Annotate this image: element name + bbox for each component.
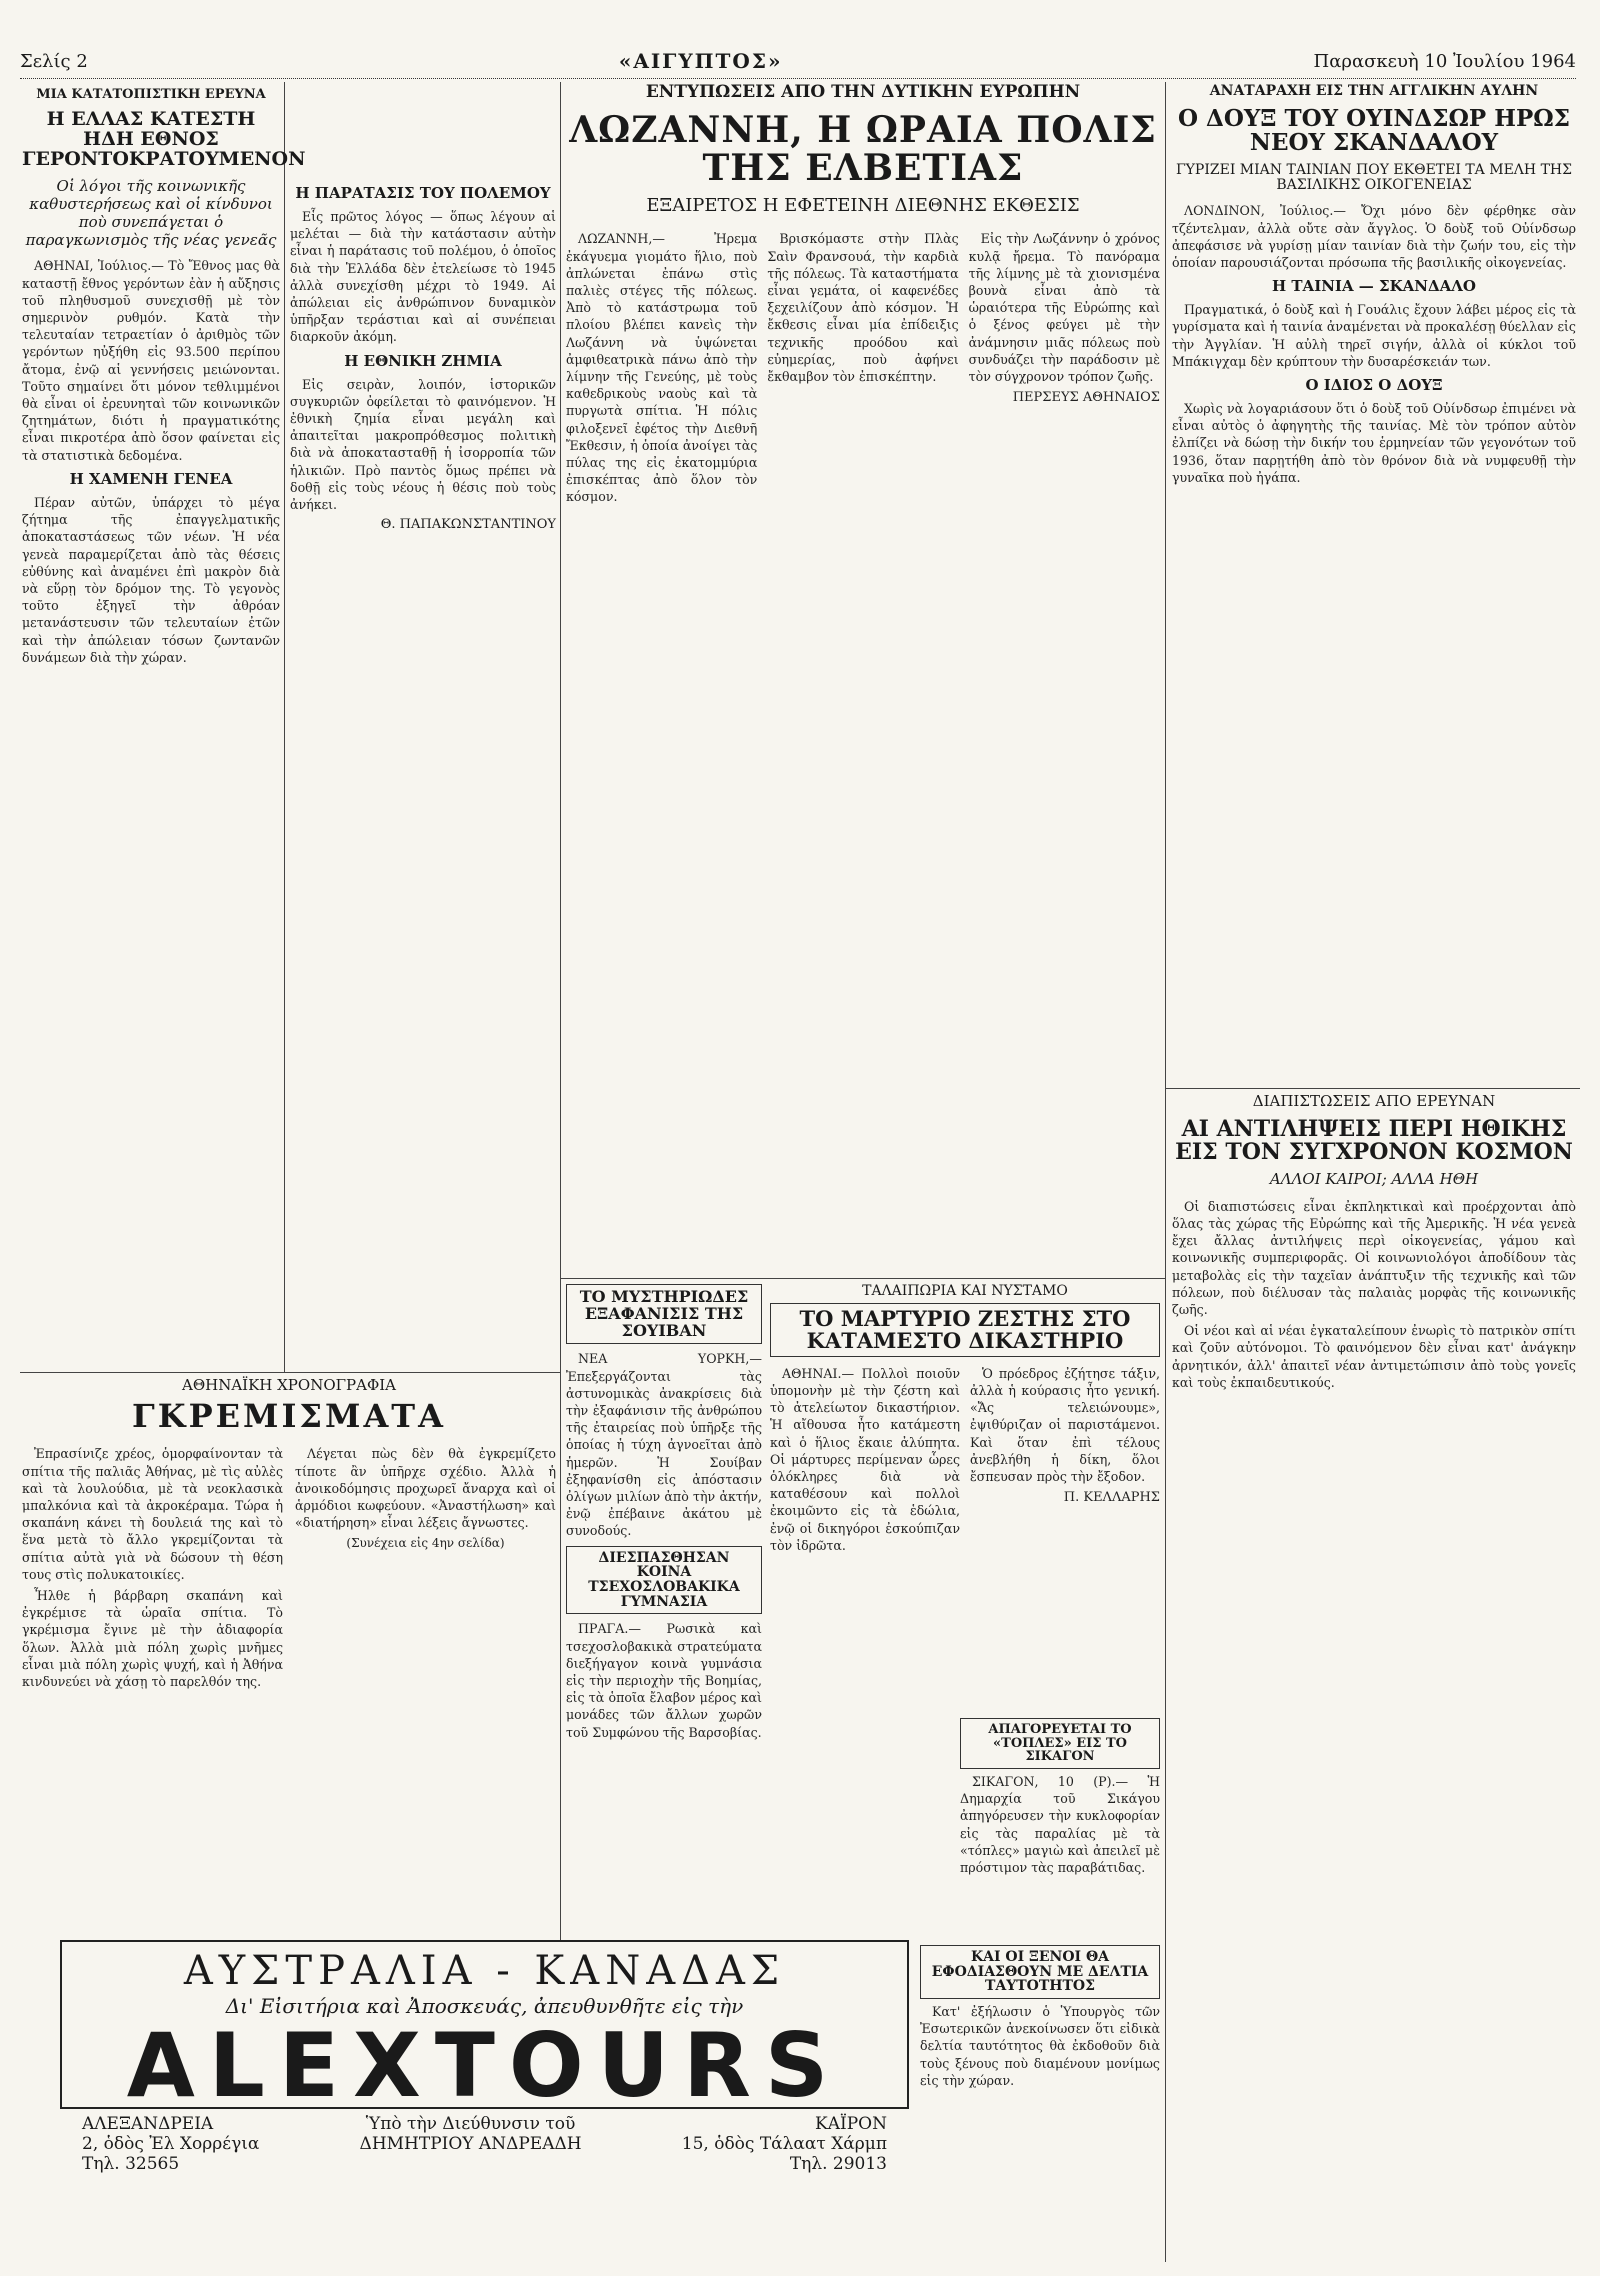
article-columns (22, 1445, 556, 1694)
column-rule (284, 82, 285, 1372)
article-body: ΣΙΚΑΓΟΝ, 10 (Ρ).— Ἡ Δημαρχία τοῦ Σικάγου ἀπηγόρευσεν τὴν κυκλοφορίαν εἰς τὰς παραλίας μὲ τὰ «τόπλες» μαγιὼ καὶ ἀπειλεῖ μὲ πρόστιμον τὰς παραβάτιδας. (960, 1773, 1160, 1875)
article-body: Χωρὶς νὰ λογαριάσουν ὅτι ὁ δοὺξ τοῦ Οὐίνδσωρ ἐπιμένει νὰ εἶναι αὐτὸς ὁ ἀφηγητὴς τῆς ταινίας. Μὲ τὸν τρόπον αὐτὸν ἐλπίζει νὰ δώσῃ τὴν δικήν του ἑρμηνείαν τῶν γεγονότων τοῦ 1936, ὅταν παρῃτήθη ἀπὸ τὸν θρόνον διὰ νὰ νυμφευθῇ τὴν γυναῖκα ποὺ ἠγάπα. (1172, 400, 1576, 485)
article-headline: ΛΩΖΑΝΝΗ, Η ΩΡΑΙΑ ΠΟΛΙΣ ΤΗΣ ΕΛΒΕΤΙΑΣ (569, 108, 1157, 189)
article-body: Εἰς τὴν Λωζάννην ὁ χρόνος κυλᾷ ἤρεμα. Τὸ πανόραμα τῆς λίμνης μὲ τὰ χιονισμένα βουνὰ εἶναι ἀπὸ τὰ ὡραιότερα τῆς Εὐρώπης καὶ ὁ ξένος φεύγει μὲ τὴν ἀνάμνησιν μιᾶς πόλεως ποὺ συνδυάζει τὴν παράδοσιν μὲ τὸν σύγχρονον τρόπον ζωῆς. ΠΕΡΣΕΥΣ ΑΘΗΝΑΙΟΣ (968, 231, 1160, 406)
article-body: ΠΡΑΓΑ.— Ρωσικὰ καὶ τσεχοσλοβακικὰ στρατεύματα διεξήγαγον κοινὰ γυμνάσια εἰς τὴν περιοχὴν τῆς Βοημίας, εἰς τὰ ὁποῖα ἔλαβον μέρος καὶ μονάδες τῶν ἄλλων χωρῶν τοῦ Συμφώνου τῆς Βαρσοβίας. (566, 1621, 762, 1740)
ad-brand: ALEXTOURS (126, 2014, 843, 2117)
article-kicker: ΤΑΛΑΙΠΩΡΙΑ ΚΑΙ ΝΥΣΤΑΜΟ (862, 1283, 1068, 1299)
article-deck: Οἱ λόγοι τῆς κοινωνικῆς καθυστερήσεως καὶ οἱ κίνδυνοι ποὺ συνεπάγεται ὁ παραγκωνισμὸς τῆς νέας γενεᾶς (25, 177, 277, 250)
article-body: Ὁ πρόεδρος ἐζήτησε τάξιν, ἀλλὰ ἡ κούρασις ἦτο γενική. «Ἄς τελειώνουμε», ἐψιθύριζαν οἱ παριστάμενοι. Καὶ ὅταν ἐπὶ τέλους ἀνεβλήθη ἡ δίκη, ὅλοι ἔσπευσαν πρὸς τὴν ἔξοδον. Π. ΚΕΛΛΑΡΗΣ (970, 1365, 1160, 1506)
article-subhead: Η ΧΑΜΕΝΗ ΓΕΝΕΑ (69, 469, 233, 488)
continued-note: (Συνέχεια εἰς 4ην σελίδα) (346, 1536, 505, 1551)
article-suivan (566, 1284, 762, 1934)
column-rule (560, 82, 561, 1942)
article-headline: ΚΑΙ ΟΙ ΞΕΝΟΙ ΘΑ ΕΦΟΔΙΑΣΘΟΥΝ ΜΕ ΔΕΛΤΙΑ ΤΑΥΤΟΤΗΤΟΣ (920, 1945, 1160, 1999)
article-subhead: ΔΙΕΣΠΑΣΘΗΣΑΝ ΚΟΙΝΑ ΤΣΕΧΟΣΛΟΒΑΚΙΚΑ ΓΥΜΝΑΣΙΑ (566, 1546, 762, 1615)
article-body: Ἐπρασίνιζε χρέος, ὁμορφαίνονταν τὰ σπίτια τῆς παλιᾶς Ἀθήνας, μὲ τὶς αὐλὲς καὶ τὰ λουλούδια, μὲ τὰ νεοκλασικὰ μπαλκόνια καὶ τὰ ἀκροκέραμα. Τώρα ἡ σκαπάνη κάνει τὴ δουλειά της καὶ τὸ ἕνα μετὰ τὸ ἄλλο γκρεμίζονται τὰ σπίτια αὐτὰ γιὰ νὰ δώσουν τὴ θέση τους στὶς πολυκατοικίες. Ἦλθε ἡ βάρβαρη σκαπάνη καὶ ἐγκρέμισε τὰ ὡραῖα σπίτια. Τὸ γκρέμισμα ἔγινε μὲ τὴν ἀδιαφορία ὅλων. Ἀλλὰ μιὰ πόλη χωρὶς μνῆμες εἶναι μιὰ πόλη χωρὶς ψυχή, καὶ ἡ Ἀθήνα κινδυνεύει νὰ χάσῃ τὸ παρελθόν της. (22, 1446, 283, 1689)
article-body: ΛΟΝΔΙΝΟΝ, Ἰούλιος.— Ὄχι μόνο δὲν φέρθηκε σὰν τζέντελμαν, ἀλλὰ οὔτε σὰν ἄγγλος. Ὁ δοὺξ τοῦ Οὐίνδσωρ ἀπεφάσισε νὰ γυρίσῃ μίαν ταινίαν διὰ τὴν ζωήν του, εἰς τὴν ὁποίαν παρουσιάζονται πρόσωπα τῆς βασιλικῆς οἰκογενείας. (1172, 203, 1576, 270)
article-windsor (1172, 84, 1576, 1084)
article-body: ΑΘΗΝΑΙ.— Πολλοὶ ποιοῦν ὑπομονὴν μὲ τὴν ζέστη καὶ τὸ ἀτελείωτον δικαστήριον. Ἡ αἴθουσα ἦτο κατάμεστη καὶ ὁ ἥλιος ἔκαιε ἀλύπητα. Οἱ μάρτυρες περίμεναν ὧρες ὁλόκληρες διὰ νὰ καταθέσουν καὶ πολλοὶ ἐκοιμῶντο εἰς τὰ ἑδώλια, ἐνῷ οἱ δικηγόροι ἐσκούπιζαν τὸν ἱδρῶτα. (770, 1365, 960, 1553)
article-foreigners (920, 1945, 1160, 2245)
page-number: Σελίς 2 (20, 50, 88, 72)
article-demographics-cont (290, 84, 556, 1369)
ad-cairo-address: ΚΑΪΡΟΝ 15, ὁδὸς Τάλαατ Χάρμπ Τηλ. 29013 (681, 2114, 887, 2174)
column-rule (1165, 82, 1166, 2262)
article-body: Κατ' ἐξήλωσιν ὁ Ὑπουργὸς τῶν Ἐσωτερικῶν ἀνεκοίνωσεν ὅτι εἰδικὰ δελτία ταυτότητος θὰ ἐκδοθοῦν διὰ τοὺς ξένους ποὺ διαμένουν μονίμως εἰς τὴν χώραν. (920, 2004, 1160, 2088)
article-headline: Η ΕΛΛΑΣ ΚΑΤΕΣΤΗ ΗΔΗ ΕΘΝΟΣ ΓΕΡΟΝΤΟΚΡΑΤΟΥΜΕΝΟΝ (22, 107, 306, 170)
section-rule (560, 1278, 1165, 1279)
article-kicker: ΑΝΑΤΑΡΑΧΗ ΕΙΣ ΤΗΝ ΑΓΓΛΙΚΗΝ ΑΥΛΗΝ (1209, 83, 1539, 99)
newspaper-title: «ΑΙΓΥΠΤΟΣ» (618, 49, 783, 73)
article-lausanne (566, 84, 1160, 1274)
article-signature: ΠΕΡΣΕΥΣ ΑΘΗΝΑΙΟΣ (1012, 390, 1160, 406)
article-chronicle (22, 1378, 556, 1933)
article-body: Πέραν αὐτῶν, ὑπάρχει τὸ μέγα ζήτημα τῆς ἐπαγγελματικῆς ἀποκαταστάσεως τῶν νέων. Ἡ νέα γενεὰ παραμερίζεται ἀπὸ τὰς θέσεις εὐθύνης καὶ ἀναμένει ἐπὶ μακρὸν διὰ νὰ εὕρῃ τὸν δρόμον της. Τὸ γεγονὸς τοῦτο ἐξηγεῖ τὴν ἀθρόαν μετανάστευσιν τῶν τελευταίων ἐτῶν καὶ τὴν ἀπώλειαν τόσων ζωντανῶν δυνάμεων διὰ τὴν χώραν. (22, 494, 280, 665)
article-signature: Θ. ΠΑΠΑΚΩΝΣΤΑΝΤΙΝΟΥ (380, 517, 556, 533)
issue-date: Παρασκευὴ 10 Ἰουλίου 1964 (1313, 50, 1576, 72)
alextours-advertisement (60, 1940, 909, 2174)
article-deck: ΓΥΡΙΖΕΙ ΜΙΑΝ ΤΑΙΝΙΑΝ ΠΟΥ ΕΚΘΕΤΕΙ ΤΑ ΜΕΛΗ ΤΗΣ ΒΑΣΙΛΙΚΗΣ ΟΙΚΟΓΕΝΕΙΑΣ (1175, 161, 1573, 193)
ad-addresses (62, 2114, 907, 2174)
article-columns (566, 230, 1160, 509)
article-kicker: ΔΙΑΠΙΣΤΩΣΕΙΣ ΑΠΟ ΕΡΕΥΝΑΝ (1252, 1092, 1496, 1110)
article-body: ΝΕΑ ΥΟΡΚΗ,— Ἐπεξεργάζονται τὰς ἀστυνομικὰς ἀνακρίσεις διὰ τὴν ἐξαφάνισιν τῆς ἀνθρώπου τῆς ἐταιρείας ποὺ ὑπῆρξε τῆς ὁποίας ἡ τύχη ἀγνοεῖται ἀπὸ ἡμερῶν. Ἡ Σουίβαν ἐξηφανίσθη εἰς ἀπόστασιν ὀλίγων μιλίων ἀπὸ τὴν ἀκτήν, ἐνῷ ἐπέβαινε ἀκάτου μὲ συνοδούς. (566, 1351, 762, 1539)
article-body: ΛΩΖΑΝΝΗ,— Ἠρεμα ἐκάγυεμα γιομάτο ἥλιο, ποὺ ἀπλώνεται ἐπάνω στὶς παλιὲς στέγες τῆς πόλεως. Ἀπὸ τὸ κατάστρωμα τοῦ πλοίου βλέπει κανεὶς τὴν Λωζάννη νὰ ὑψώνεται ἀμφιθεατρικὰ πάνω ἀπὸ τὴν λίμνην τῆς Γενεύης, μὲ τοὺς καθεδρικοὺς ναοὺς καὶ τὰ πυργωτὰ σπίτια. Ἡ πόλις φιλοξενεῖ ἐφέτος τὴν Διεθνῆ Ἔκθεσιν, ἡ ὁποία ἀνοίγει τὰς πύλας της εἰς ἑκατομμύρια ἐπισκέπτας ἀπὸ ὅλον τὸν κόσμον. (566, 231, 758, 505)
article-subhead: Ο ΙΔΙΟΣ Ο ΔΟΥΞ (1305, 375, 1443, 394)
article-body: Λέγεται πὼς δὲν θὰ ἐγκρεμίζετο τίποτε ἂν ὑπῆρχε σχέδιο. Ἀλλὰ ἡ ἀνοικοδόμησις προχωρεῖ ἄναρχα καὶ οἱ ἁρμόδιοι κωφεύουν. «Ἀναστήλωση» καὶ «διατήρηση» εἶναι λέξεις ἄγνωστες. (Συνέχεια εἰς 4ην σελίδα) (295, 1445, 556, 1694)
article-chicago (960, 1718, 1160, 1938)
ad-alexandria-address: ΑΛΕΞΑΝΔΡΕΙΑ 2, ὁδὸς Ἐλ Χορρέγια Τηλ. 32565 (82, 2114, 260, 2174)
article-body: Εἷς πρῶτος λόγος — ὅπως λέγουν αἱ μελέται — διὰ τὴν κατάστασιν αὐτὴν εἶναι ἡ παράτασις τοῦ πολέμου, ὁ ὁποῖος διὰ τὴν Ἑλλάδα δὲν ἐτελείωσε τὸ 1945 ἀλλὰ συνεχίσθη μέχρι τὸ 1949. Αἱ ἀπώλειαι εἰς ἀνθρώπινον δυναμικὸν ὑπῆρξαν τεράστιαι καὶ αἱ συνέπειαι διαρκοῦν ἀκόμη. (290, 209, 556, 345)
article-body: Βρισκόμαστε στὴν Πλὰς Σαὶν Φρανσουά, τὴν καρδιὰ τῆς πόλεως. Τὰ καταστήματα εἶναι γεμάτα, οἱ καφενέδες ξεχειλίζουν ἀπὸ κόσμον. Ἡ ἔκθεσις εἶναι μία ἐπίδειξις τεχνικῆς προόδου καὶ εὐημερίας, ποὺ ἀφήνει ἔκθαμβον τὸν ἐπισκέπτην. (767, 231, 959, 384)
article-body: Πραγματικά, ὁ δοὺξ καὶ ἡ Γουάλις ἔχουν λάβει μέρος εἰς τὰ γυρίσματα καὶ ἡ ταινία ἀναμένεται νὰ προκαλέσῃ θύελλαν εἰς τὴν Ἀγγλίαν. Ἡ αὐλὴ τηρεῖ σιγήν, ἀλλὰ οἱ κύκλοι τοῦ Μπάκιγχαμ δὲν κρύπτουν τὴν δυσαρέσκειάν των. (1172, 302, 1576, 369)
article-courtroom-heat (770, 1284, 1160, 1714)
article-ethics (1172, 1094, 1576, 2254)
article-body: ΑΘΗΝΑΙ, Ἰούλιος.— Τὸ Ἔθνος μας θὰ καταστῇ ἔθνος γερόντων ἐὰν ἡ αὔξησις τοῦ πληθυσμοῦ συνεχισθῇ μὲ τὸν σημερινὸν ρυθμόν. Κατὰ τὴν τελευταίαν τετραετίαν ὁ ἀριθμὸς τῶν γερόντων ηὐξήθη εἰς 93.500 περίπου ἄτομα, ἐνῷ αἱ γεννήσεις μειώνονται. Τοῦτο σημαίνει ὅτι μόνον τεθλιμμένοι θὰ εἶναι οἱ ἐρευνηταὶ τῶν κοινωνικῶν ζητημάτων, διότι ἡ πραγματικότης εἶναι πικροτέρα ἀπὸ ὅσον φαίνεται εἰς τὰ στατιστικὰ δεδομένα. (22, 258, 280, 463)
article-headline: ΑΙ ΑΝΤΙΛΗΨΕΙΣ ΠΕΡΙ ΗΘΙΚΗΣ ΕΙΣ ΤΟΝ ΣΥΓΧΡΟΝΟΝ ΚΟΣΜΟΝ (1175, 1115, 1573, 1165)
article-headline: ΑΠΑΓΟΡΕΥΕΤΑΙ ΤΟ «ΤΟΠΛΕΣ» ΕΙΣ ΤΟ ΣΙΚΑΓΟΝ (960, 1718, 1160, 1769)
article-body: Οἱ διαπιστώσεις εἶναι ἐκπληκτικαὶ καὶ προέρχονται ἀπὸ ὅλας τὰς χώρας τῆς Εὐρώπης καὶ τῆς Ἀμερικῆς. Ἡ νέα γενεὰ ἔχει ἄλλας ἀντιλήψεις περὶ οἰκογενείας, γάμου καὶ κοινωνικῆς συμπεριφορᾶς. Οἱ κοινωνιολόγοι ἀποδίδουν τὰς μεταβολὰς εἰς τὴν ταχεῖαν ἀνάπτυξιν τῆς τεχνικῆς καὶ τῶν πόλεων, ποὺ διέλυσαν τὰς παλαιὰς μορφὰς τῆς κοινωνικῆς ζωῆς. Οἱ νέοι καὶ αἱ νέαι ἐγκαταλείπουν ἐνωρὶς τὸ πατρικὸν σπίτι καὶ ζοῦν αὐτόνομοι. Τὸ φαινόμενον δὲν εἶναι κατ' ἀνάγκην ἀρνητικόν, ἀλλ' ἀπαιτεῖ νέαν ἀντιμετώπισιν ἀπὸ τοὺς γονεῖς καὶ τοὺς ἐκπαιδευτικούς. (1172, 1198, 1576, 1390)
section-rule (20, 1372, 560, 1373)
ad-destinations: ΑΥΣΤΡΑΛΙΑ - ΚΑΝΑΔΑΣ (183, 1948, 786, 1994)
article-demographics (22, 84, 306, 1369)
article-signature: Π. ΚΕΛΛΑΡΗΣ (1063, 1490, 1160, 1506)
article-headline: ΤΟ ΜΥΣΤΗΡΙΩΔΕΣ ΕΞΑΦΑΝΙΣΙΣ ΤΗΣ ΣΟΥΙΒΑΝ (566, 1284, 762, 1344)
section-rule (1165, 1088, 1580, 1089)
article-headline: ΤΟ ΜΑΡΤΥΡΙΟ ΖΕΣΤΗΣ ΣΤΟ ΚΑΤΑΜΕΣΤΟ ΔΙΚΑΣΤΗΡΙΟ (770, 1303, 1160, 1357)
article-body: Εἰς σειρὰν, λοιπόν, ἱστορικῶν συγκυριῶν ὀφείλεται τὸ φαινόμενον. Ἡ ἐθνικὴ ζημία εἶναι μεγάλη καὶ ἀπαιτεῖται μακροπρόθεσμος πολιτικὴ διὰ νὰ ἀποκατασταθῇ ἡ ἰσορροπία τῶν ἡλικιῶν. Πρὸ παντὸς ὅμως πρέπει νὰ δοθῇ εἰς τοὺς νέους ἡ θέσις ποὺ τοὺς ἀνήκει. (290, 376, 556, 513)
article-kicker: ΕΝΤΥΠΩΣΕΙΣ ΑΠΟ ΤΗΝ ΔΥΤΙΚΗΝ ΕΥΡΩΠΗΝ (645, 82, 1081, 102)
ad-director: Ὑπὸ τὴν Διεύθυνσιν τοῦ ΔΗΜΗΤΡΙΟΥ ΑΝΔΡΕΑΔΗ (359, 2114, 582, 2154)
article-deck: ΕΞΑΙΡΕΤΟΣ Η ΕΦΕΤΕΙΝΗ ΔΙΕΘΝΗΣ ΕΚΘΕΣΙΣ (646, 195, 1080, 217)
article-subhead: Η ΕΘΝΙΚΗ ΖΗΜΙΑ (344, 351, 502, 370)
masthead (20, 44, 1576, 79)
article-kicker: ΑΘΗΝΑΪΚΗ ΧΡΟΝΟΓΡΑΦΙΑ (181, 1376, 397, 1394)
article-headline: ΓΚΡΕΜΙΣΜΑΤΑ (132, 1396, 446, 1435)
article-deck: ΑΛΛΟΙ ΚΑΙΡΟΙ; ΑΛΛΑ ΗΘΗ (1269, 1169, 1479, 1188)
article-headline: Ο ΔΟΥΞ ΤΟΥ ΟΥΙΝΔΣΩΡ ΗΡΩΣ ΝΕΟΥ ΣΚΑΝΔΑΛΟΥ (1178, 104, 1570, 156)
article-columns (770, 1365, 1160, 1558)
ad-tagline: Δι' Εἰσιτήρια καὶ Ἀποσκευάς, ἀπευθυνθῆτε εἰς τὴν (225, 1994, 744, 2018)
article-subhead: Η ΤΑΙΝΙΑ — ΣΚΑΝΔΑΛΟ (1272, 277, 1476, 296)
article-subhead: Η ΠΑΡΑΤΑΣΙΣ ΤΟΥ ΠΟΛΕΜΟΥ (295, 184, 551, 202)
article-kicker: ΜΙΑ ΚΑΤΑΤΟΠΙΣΤΙΚΗ ΕΡΕΥΝΑ (36, 87, 266, 102)
